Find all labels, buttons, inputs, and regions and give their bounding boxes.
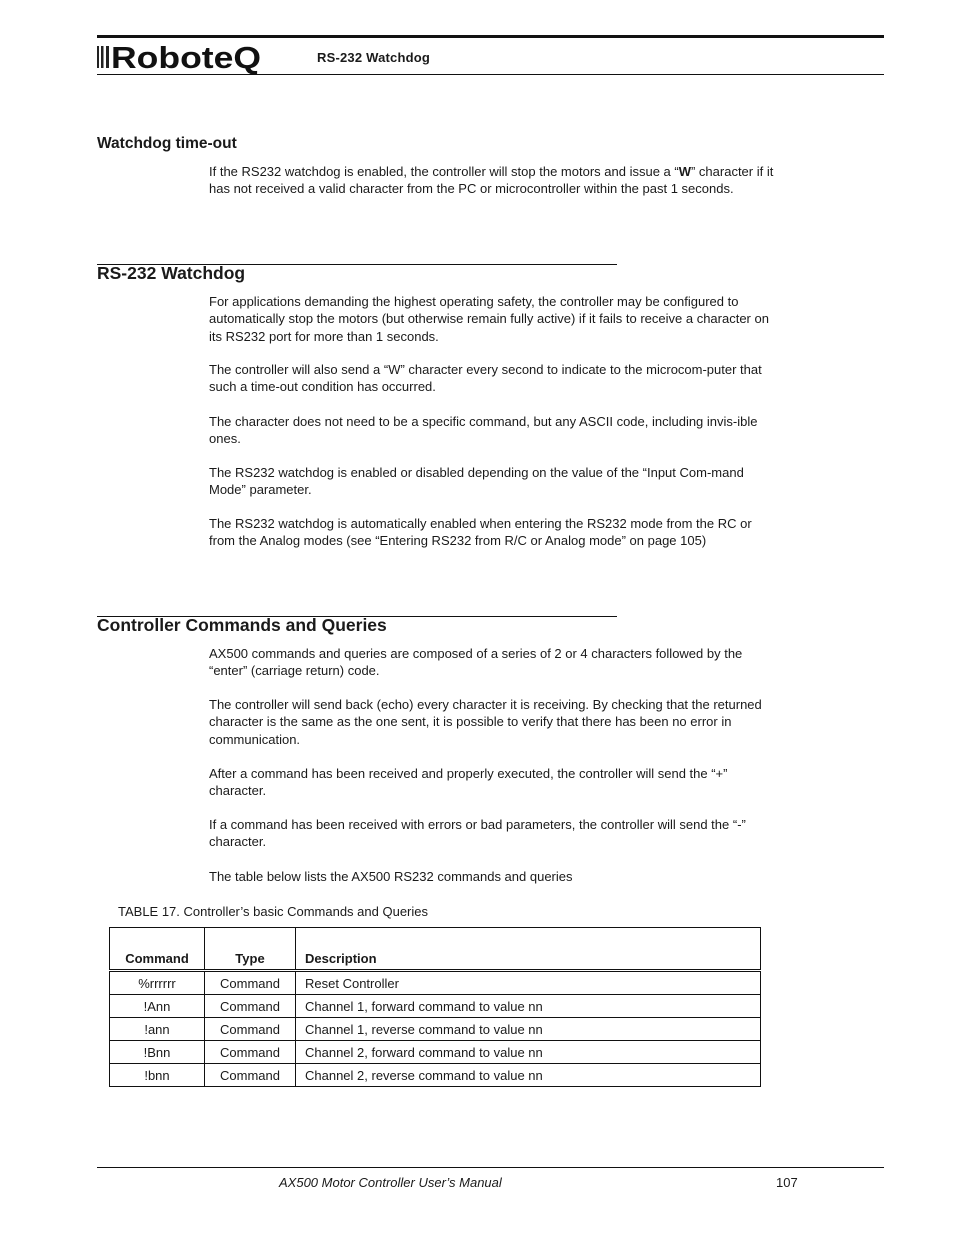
heading-rs232-watchdog: RS-232 Watchdog (97, 263, 246, 283)
header-section-title: RS-232 Watchdog (317, 50, 431, 65)
table-cell-type: Command (205, 1064, 296, 1087)
footer-rule (97, 1167, 884, 1168)
table-caption-title: Controller’s basic Commands and Queries (183, 904, 428, 919)
heading-watchdog-timeout: Watchdog time-out (97, 135, 237, 152)
table-cell-command: !ann (110, 1018, 205, 1041)
footer-page-number: 107 (776, 1175, 798, 1190)
table-cell-description: Channel 2, reverse command to value nn (296, 1064, 761, 1087)
table-cell-description: Channel 2, forward command to value nn (296, 1041, 761, 1064)
table-header-type: Type (205, 928, 296, 971)
heading-controller-commands: Controller Commands and Queries (97, 615, 387, 635)
paragraph-commands-2: The controller will send back (echo) every character it is receiving. By checking that the returned character is the same as the one sent, it is possible to verify that there has been no error in communication. (209, 697, 762, 747)
paragraph-commands-1: AX500 commands and queries are composed of a series of 2 or 4 characters followed by the “enter” (carriage return) code. (209, 646, 743, 679)
logo-text: RoboteQ (111, 40, 261, 74)
table-row (110, 1064, 761, 1087)
table-caption-prefix: TABLE 17. (118, 904, 180, 919)
table-row (110, 1041, 761, 1064)
paragraph-commands-5: The table below lists the AX500 RS232 commands and queries (209, 869, 573, 884)
table-cell-type: Command (205, 1018, 296, 1041)
commands-table (109, 927, 761, 1087)
table-row (110, 1018, 761, 1041)
header-rule-bottom (97, 74, 884, 75)
table-header-row (110, 928, 761, 971)
paragraph-watchdog-1: For applications demanding the highest operating safety, the controller may be configured to automatically stop the motors (but otherwise remain fully active) if it fails to receive a character on its RS232 port for more than 1 seconds. (209, 294, 769, 344)
table-cell-description: Channel 1, reverse command to value nn (296, 1018, 761, 1041)
table-row (110, 971, 761, 995)
paragraph-timeout (209, 163, 774, 198)
table-cell-command: !Bnn (110, 1041, 205, 1064)
paragraph-watchdog-2: The controller will also send a “W” character every second to indicate to the microcom-puter that such a time-out condition has occurred. (209, 362, 762, 395)
header-rule-top (97, 35, 884, 38)
table-cell-type: Command (205, 995, 296, 1018)
table-caption (118, 904, 428, 919)
table-cell-command: %rrrrrr (110, 971, 205, 995)
footer-manual-title: AX500 Motor Controller User’s Manual (279, 1175, 502, 1190)
paragraph-commands-3: After a command has been received and properly executed, the controller will send the “+” character. (209, 766, 728, 799)
table-header-command: Command (110, 928, 205, 971)
paragraph-watchdog-5: The RS232 watchdog is automatically enabled when entering the RS232 mode from the RC or from the Analog modes (see “Entering RS232 from R/C or Analog mode” on page 105) (209, 516, 752, 549)
paragraph-watchdog-3: The character does not need to be a specific command, but any ASCII code, including invis-ible ones. (209, 414, 758, 447)
paragraph-timeout-bold: W (678, 164, 691, 179)
table-cell-type: Command (205, 971, 296, 995)
table-row (110, 995, 761, 1018)
paragraph-timeout-pre: If the RS232 watchdog is enabled, the controller will stop the motors and issue a “ (209, 164, 679, 179)
table-cell-command: !Ann (110, 995, 205, 1018)
paragraph-watchdog-4: The RS232 watchdog is enabled or disabled depending on the value of the “Input Com-mand Mode” parameter. (209, 465, 744, 498)
table-cell-description: Reset Controller (296, 971, 761, 995)
table-cell-description: Channel 1, forward command to value nn (296, 995, 761, 1018)
roboteq-logo (97, 40, 272, 74)
table-cell-type: Command (205, 1041, 296, 1064)
table-header-description: Description (296, 928, 761, 971)
paragraph-timeout-post: ” character if it has not received a valid character from the PC or microcontroller within the past 1 seconds. (209, 164, 774, 197)
table-cell-command: !bnn (110, 1064, 205, 1087)
paragraph-commands-4: If a command has been received with errors or bad parameters, the controller will send the “-” character. (209, 817, 746, 850)
